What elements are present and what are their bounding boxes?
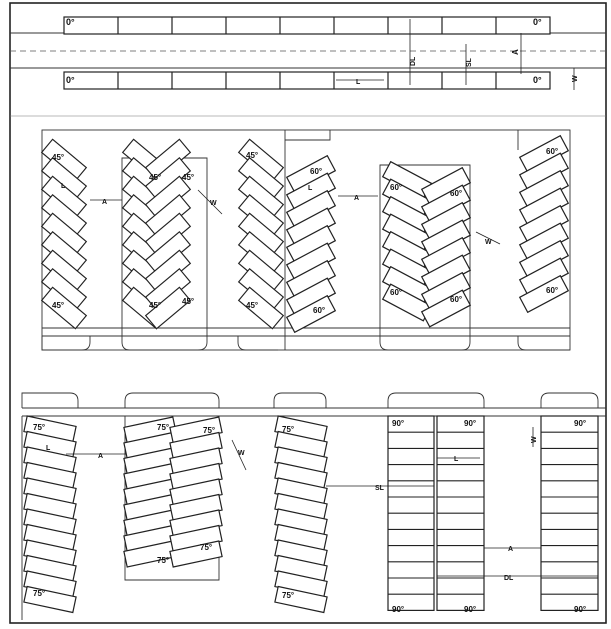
dim-l-60: L (308, 185, 313, 192)
dim-a-45: A (102, 199, 108, 206)
angle-label-60: 60° (450, 295, 463, 304)
stall-row-0 (64, 72, 550, 89)
angle-label-75: 75° (33, 589, 46, 598)
angle-label-60: 60° (313, 306, 326, 315)
angle-label-45: 45° (149, 173, 162, 182)
angle-label-45: 45° (246, 301, 259, 310)
angle-label-75: 75° (157, 556, 170, 565)
angle-label-75: 75° (282, 425, 295, 434)
dim-sl-0: SL (466, 58, 473, 67)
angle-label-45: 45° (246, 151, 259, 160)
dim-l-45: L (61, 183, 66, 190)
angle-label-75: 75° (200, 543, 213, 552)
section-75-90-degree (22, 393, 606, 620)
angle-label-60: 60° (310, 167, 323, 176)
angle-label-45: 45° (182, 173, 195, 182)
dim-w-75: W (238, 450, 245, 457)
angle-label-75: 75° (157, 423, 170, 432)
dim-dl-90: DL (504, 575, 514, 582)
dim-a-75: A (98, 453, 104, 460)
section-45-60-degree (42, 130, 570, 350)
angle-label-60: 60° (390, 288, 403, 297)
angle-label-45: 45° (52, 301, 65, 310)
angle-label-90: 90° (464, 419, 477, 428)
section-0-degree (10, 17, 606, 90)
dim-w-90: W (531, 436, 538, 443)
angle-label-75: 75° (203, 426, 216, 435)
angle-label-75: 75° (282, 591, 295, 600)
angle-label-45: 45° (182, 297, 195, 306)
dim-w-0: W (572, 75, 579, 82)
angle-label-0-top-right: 0° (533, 17, 542, 27)
angle-label-90: 90° (392, 419, 405, 428)
angle-label-45: 45° (149, 301, 162, 310)
angle-label-0-bottom-right: 0° (533, 75, 542, 85)
angle-label-60: 60° (450, 189, 463, 198)
dim-l-75: L (46, 445, 51, 452)
angle-label-45: 45° (52, 153, 65, 162)
dim-l-0: L (356, 79, 361, 86)
stall-row-0 (64, 17, 550, 34)
angle-label-90: 90° (392, 605, 405, 614)
dim-dl-0: DL (410, 56, 417, 66)
dim-l-90: L (454, 456, 459, 463)
angle-label-60: 60° (546, 286, 559, 295)
dim-a-0: A (511, 49, 520, 55)
angle-label-75: 75° (33, 423, 46, 432)
dim-a-60: A (354, 195, 360, 202)
angle-label-0-bottom-left: 0° (66, 75, 75, 85)
dim-w-60: W (485, 239, 492, 246)
angle-label-60: 60° (390, 183, 403, 192)
angle-label-90: 90° (574, 605, 587, 614)
angle-label-90: 90° (574, 419, 587, 428)
dim-sl-90-left: SL (375, 485, 384, 492)
angle-label-0-top-left: 0° (66, 17, 75, 27)
dim-a-90: A (508, 546, 514, 553)
dim-w-45: W (210, 200, 217, 207)
angle-label-60: 60° (546, 147, 559, 156)
angle-label-90: 90° (464, 605, 477, 614)
